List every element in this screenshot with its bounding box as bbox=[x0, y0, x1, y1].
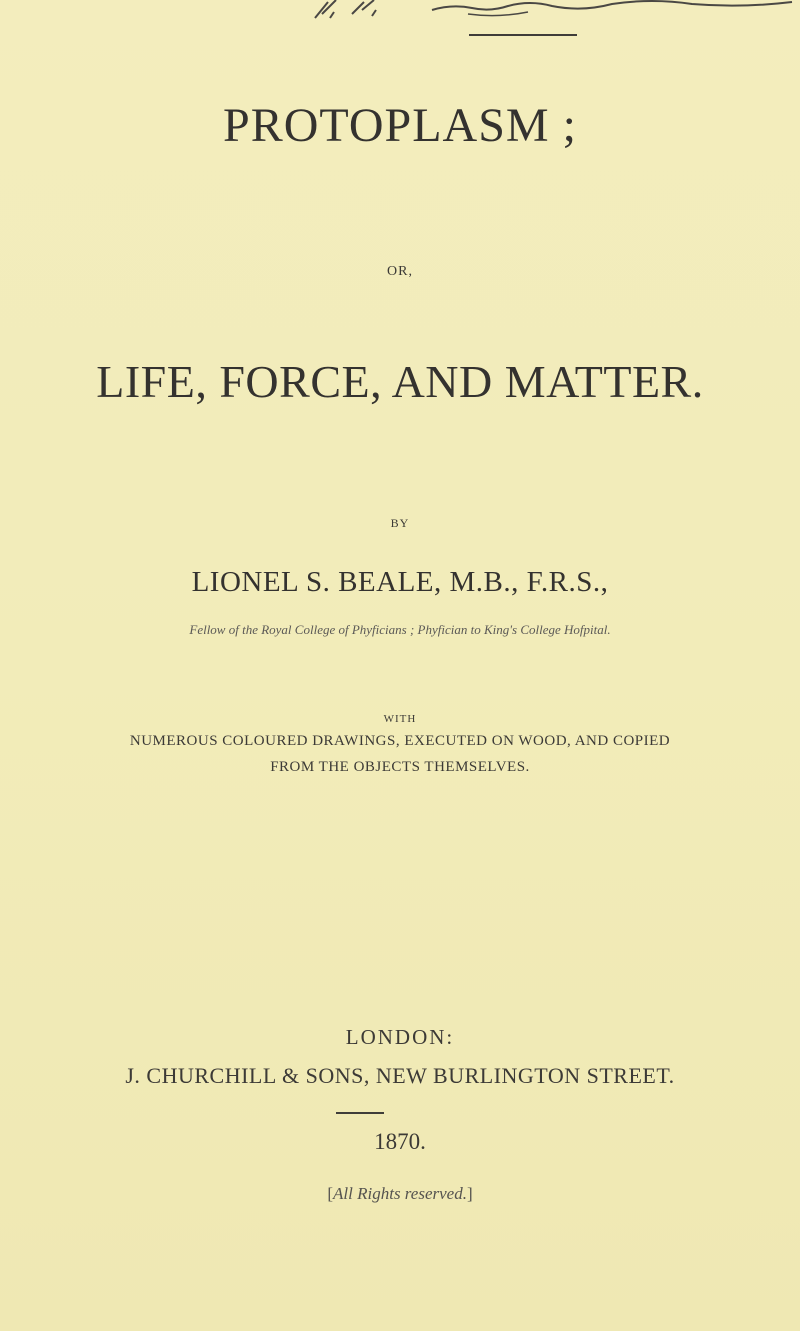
by-line: BY bbox=[390, 516, 410, 530]
imprint-rule bbox=[336, 1112, 384, 1114]
description-line-2: FROM THE OBJECTS THEMSELVES. bbox=[270, 759, 530, 775]
rights-bracket-close: ] bbox=[466, 1184, 473, 1203]
book-title: PROTOPLASM ; bbox=[223, 99, 577, 152]
publication-year: 1870. bbox=[374, 1129, 426, 1154]
author-name: LIONEL S. BEALE, M.B., F.R.S., bbox=[191, 566, 609, 598]
with-line: WITH bbox=[383, 713, 417, 725]
description-line-1: NUMEROUS COLOURED DRAWINGS, EXECUTED ON WOOD, AND COPIED bbox=[129, 733, 671, 749]
rights-notice bbox=[0, 1184, 800, 1204]
or-connector: OR, bbox=[387, 264, 413, 279]
header-rule bbox=[469, 34, 577, 36]
book-subtitle: LIFE, FORCE, AND MATTER. bbox=[96, 356, 704, 407]
imprint-city: LONDON: bbox=[345, 1025, 455, 1049]
rights-bracket-open: [ bbox=[327, 1184, 334, 1203]
rights-text: All Rights reserved. bbox=[333, 1184, 467, 1203]
handwritten-scribble bbox=[0, 0, 800, 40]
publisher: J. CHURCHILL & SONS, NEW BURLINGTON STREET. bbox=[125, 1063, 675, 1088]
author-affiliation: Fellow of the Royal College of Phyficians ; Phyfician to King's College Hofpital. bbox=[189, 622, 611, 637]
